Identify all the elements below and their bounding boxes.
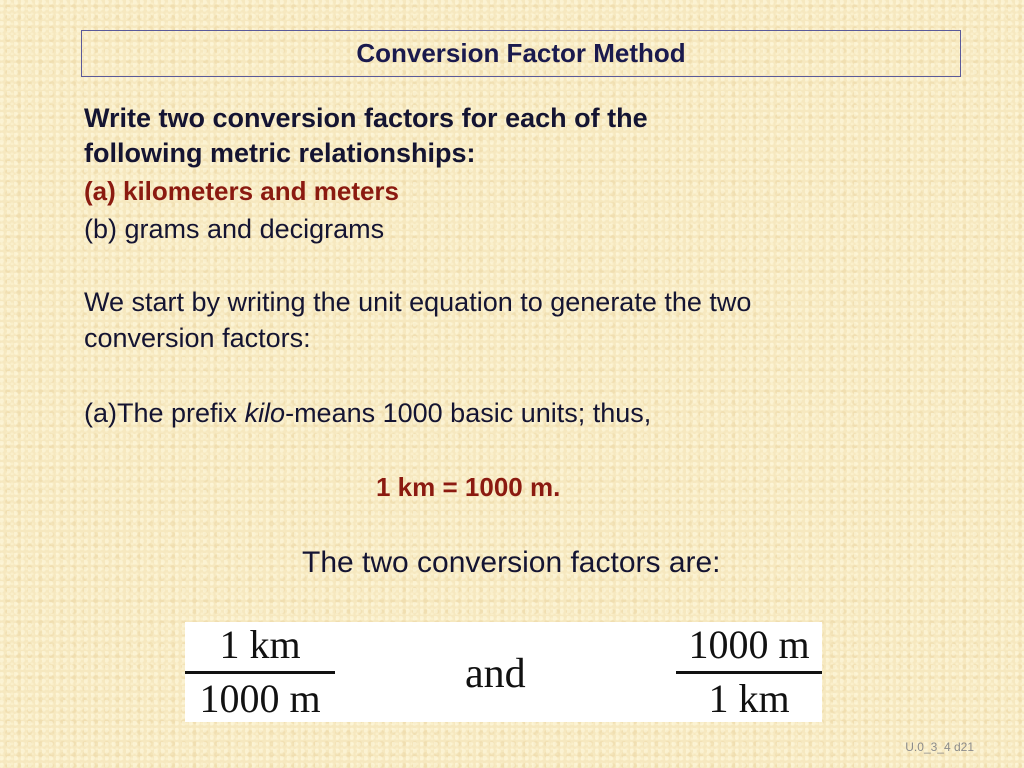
factors-heading: The two conversion factors are: [302, 546, 721, 579]
prompt-text [84, 101, 648, 171]
prefix-lead: (a)The prefix [84, 398, 245, 428]
prompt-line-2: following metric relationships: [84, 138, 476, 168]
fraction-2-numerator: 1000 m [688, 622, 810, 667]
explanation-line-1: We start by writing the unit equation to generate the two [84, 287, 752, 317]
conversion-factor-1 [185, 622, 335, 722]
part-a-label: (a) kilometers and meters [84, 176, 400, 206]
slide-title: Conversion Factor Method [356, 38, 686, 68]
fraction-1-numerator: 1 km [219, 622, 301, 667]
fraction-1-denominator: 1000 m [199, 676, 321, 721]
part-b-label: (b) grams and decigrams [84, 214, 385, 244]
conversion-factors-panel [185, 622, 822, 722]
explanation-line-2: conversion factors: [84, 323, 311, 353]
fraction-2-denominator: 1 km [708, 676, 790, 721]
prefix-tail: -means 1000 basic units; thus, [285, 398, 652, 428]
conversion-factor-2 [676, 622, 822, 722]
prefix-explanation [84, 398, 651, 429]
slide-title-box [81, 30, 961, 77]
explanation-paragraph [84, 284, 914, 356]
slide-footer: U.0_3_4 d21 [905, 740, 974, 754]
connector-and: and [465, 651, 526, 697]
fraction-1-bar [185, 671, 335, 674]
prefix-word: kilo [244, 398, 286, 428]
fraction-2-bar [676, 671, 822, 674]
prompt-line-1: Write two conversion factors for each of the [84, 103, 648, 133]
unit-equation: 1 km = 1000 m. [376, 472, 561, 502]
